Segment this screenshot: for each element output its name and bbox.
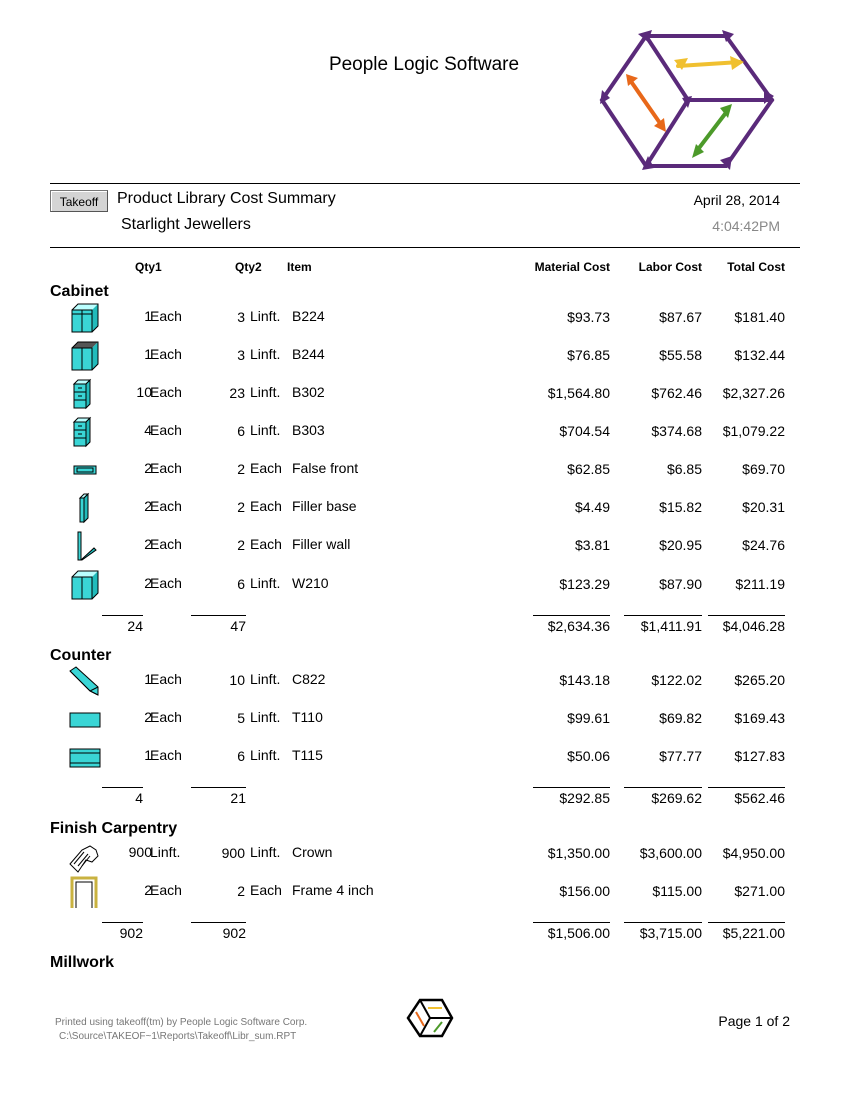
qty1-value: 2 xyxy=(144,709,152,725)
qty2-unit: Linft. xyxy=(250,346,281,362)
item-name: W210 xyxy=(292,575,329,591)
qty2-value: 10 xyxy=(229,672,245,688)
subtotal-rule xyxy=(533,615,610,616)
qty1-value: 4 xyxy=(144,422,152,438)
page-number: Page 1 of 2 xyxy=(718,1013,790,1029)
table-row xyxy=(0,498,850,536)
qty1-unit: Each xyxy=(150,536,182,552)
qty2-unit: Each xyxy=(250,498,282,514)
table-row xyxy=(0,709,850,747)
subtotal-rule xyxy=(533,787,610,788)
subtotal-rule xyxy=(624,615,702,616)
filler-wall-icon xyxy=(68,530,102,562)
customer-name: Starlight Jewellers xyxy=(121,216,251,233)
corner-counter-icon xyxy=(68,665,102,697)
base-cabinet-icon xyxy=(68,302,102,334)
total-cost: $2,327.26 xyxy=(722,385,785,401)
col-qty1: Qty1 xyxy=(135,260,162,274)
total-cost: $4,950.00 xyxy=(722,845,785,861)
qty1-unit: Each xyxy=(150,747,182,763)
qty1-unit: Each xyxy=(150,671,182,687)
qty2-value: 6 xyxy=(237,748,245,764)
qty2-unit: Linft. xyxy=(250,422,281,438)
table-row xyxy=(0,844,850,882)
total-cost: $271.00 xyxy=(734,883,785,899)
qty1-unit: Each xyxy=(150,882,182,898)
qty2-unit: Linft. xyxy=(250,747,281,763)
subtotal-rule xyxy=(102,615,143,616)
qty1-unit: Linft. xyxy=(150,844,181,860)
labor-cost: $115.00 xyxy=(652,883,702,899)
table-row xyxy=(0,384,850,422)
table-row xyxy=(0,575,850,613)
subtotal-rule xyxy=(191,615,246,616)
material-cost: $4.49 xyxy=(574,499,610,515)
labor-cost: $762.46 xyxy=(651,385,702,401)
col-material-cost: Material Cost xyxy=(534,260,610,274)
subtotal-qty1: 24 xyxy=(127,618,143,634)
col-item: Item xyxy=(287,260,312,274)
subtotal-material: $2,634.36 xyxy=(547,618,610,634)
qty2-value: 3 xyxy=(237,347,245,363)
labor-cost: $69.82 xyxy=(659,710,702,726)
subtotal-material: $1,506.00 xyxy=(547,925,610,941)
col-qty2: Qty2 xyxy=(235,260,262,274)
subtotal-labor: $3,715.00 xyxy=(639,925,702,941)
subtotal-qty1: 4 xyxy=(135,790,143,806)
total-cost: $127.83 xyxy=(734,748,785,764)
total-cost: $132.44 xyxy=(734,347,785,363)
qty2-value: 23 xyxy=(229,385,245,401)
material-cost: $123.29 xyxy=(559,576,610,592)
item-name: T110 xyxy=(292,709,323,725)
table-row xyxy=(0,536,850,574)
qty2-unit: Each xyxy=(250,882,282,898)
qty2-value: 6 xyxy=(237,423,245,439)
counter-top-icon xyxy=(68,741,102,773)
total-cost: $181.40 xyxy=(734,309,785,325)
total-cost: $265.20 xyxy=(734,672,785,688)
labor-cost: $122.02 xyxy=(651,672,702,688)
takeoff-button[interactable]: Takeoff xyxy=(50,190,108,212)
subtotal-total: $562.46 xyxy=(734,790,785,806)
labor-cost: $374.68 xyxy=(651,423,702,439)
qty2-value: 2 xyxy=(237,537,245,553)
qty2-unit: Linft. xyxy=(250,308,281,324)
total-cost: $20.31 xyxy=(742,499,785,515)
qty2-unit: Linft. xyxy=(250,384,281,400)
subtotal-rule xyxy=(708,922,785,923)
qty2-unit: Each xyxy=(250,460,282,476)
table-row xyxy=(0,308,850,346)
cube-logo-icon xyxy=(598,28,776,172)
subtotal-material: $292.85 xyxy=(559,790,610,806)
qty2-value: 2 xyxy=(237,499,245,515)
counter-top-icon xyxy=(68,703,102,735)
table-row xyxy=(0,422,850,460)
qty1-value: 10 xyxy=(136,384,152,400)
cube-logo-small-icon xyxy=(406,998,454,1038)
subtotal-labor: $269.62 xyxy=(651,790,702,806)
total-cost: $169.43 xyxy=(734,710,785,726)
section-title-millwork: Millwork xyxy=(50,954,115,971)
col-labor-cost: Labor Cost xyxy=(638,260,702,274)
drawer-cabinet-icon xyxy=(68,378,102,410)
qty2-value: 5 xyxy=(237,710,245,726)
false-front-icon xyxy=(68,454,102,486)
material-cost: $1,564.80 xyxy=(547,385,610,401)
qty2-value: 900 xyxy=(221,845,245,861)
subtotal-rule xyxy=(533,922,610,923)
subtotal-rule xyxy=(708,615,785,616)
subtotal-qty2: 902 xyxy=(222,925,246,941)
qty1-unit: Each xyxy=(150,308,182,324)
material-cost: $93.73 xyxy=(567,309,610,325)
item-name: Filler wall xyxy=(292,536,351,552)
subtotal-rule xyxy=(191,787,246,788)
table-row xyxy=(0,460,850,498)
labor-cost: $3,600.00 xyxy=(639,845,702,861)
labor-cost: $87.90 xyxy=(659,576,702,592)
subtotal-qty2: 47 xyxy=(230,618,246,634)
filler-base-icon xyxy=(68,492,102,524)
section-title-finish-carpentry: Finish Carpentry xyxy=(50,820,178,837)
qty1-value: 2 xyxy=(144,536,152,552)
qty1-value: 1 xyxy=(144,671,152,687)
total-cost: $1,079.22 xyxy=(722,423,785,439)
qty1-value: 1 xyxy=(144,747,152,763)
table-row xyxy=(0,671,850,709)
base-cabinet-icon xyxy=(68,340,102,372)
labor-cost: $6.85 xyxy=(666,461,702,477)
qty1-value: 900 xyxy=(128,844,152,860)
table-row xyxy=(0,882,850,920)
header-bottom-rule xyxy=(50,247,800,248)
subtotal-rule xyxy=(624,787,702,788)
item-name: B303 xyxy=(292,422,325,438)
qty1-value: 1 xyxy=(144,346,152,362)
total-cost: $24.76 xyxy=(742,537,785,553)
qty2-unit: Linft. xyxy=(250,671,281,687)
material-cost: $143.18 xyxy=(559,672,610,688)
report-date: April 28, 2014 xyxy=(693,192,780,208)
subtotal-qty2: 21 xyxy=(230,790,246,806)
material-cost: $76.85 xyxy=(567,347,610,363)
subtotal-rule xyxy=(624,922,702,923)
subtotal-rule xyxy=(102,922,143,923)
qty2-unit: Linft. xyxy=(250,709,281,725)
item-name: Filler base xyxy=(292,498,357,514)
header-top-rule xyxy=(50,183,800,184)
crown-molding-icon xyxy=(68,842,102,874)
door-frame-icon xyxy=(68,876,102,908)
subtotal-qty1: 902 xyxy=(119,925,143,941)
qty1-unit: Each xyxy=(150,575,182,591)
subtotal-rule xyxy=(102,787,143,788)
section-title-cabinet: Cabinet xyxy=(50,283,109,300)
total-cost: $211.19 xyxy=(735,576,785,592)
material-cost: $1,350.00 xyxy=(547,845,610,861)
material-cost: $3.81 xyxy=(574,537,610,553)
col-total-cost: Total Cost xyxy=(727,260,785,274)
qty1-unit: Each xyxy=(150,460,182,476)
section-title-counter: Counter xyxy=(50,647,112,664)
company-name: People Logic Software xyxy=(328,54,520,75)
subtotal-rule xyxy=(708,787,785,788)
item-name: B302 xyxy=(292,384,325,400)
qty2-value: 3 xyxy=(237,309,245,325)
wall-cabinet-icon xyxy=(68,569,102,601)
qty2-unit: Each xyxy=(250,536,282,552)
total-cost: $69.70 xyxy=(742,461,785,477)
qty1-unit: Each xyxy=(150,422,182,438)
qty1-value: 2 xyxy=(144,882,152,898)
item-name: B244 xyxy=(292,346,325,362)
qty2-value: 2 xyxy=(237,883,245,899)
material-cost: $62.85 xyxy=(567,461,610,477)
qty2-value: 2 xyxy=(237,461,245,477)
item-name: False front xyxy=(292,460,359,476)
labor-cost: $20.95 xyxy=(659,537,702,553)
table-row xyxy=(0,346,850,384)
material-cost: $50.06 xyxy=(567,748,610,764)
qty1-value: 2 xyxy=(144,498,152,514)
material-cost: $156.00 xyxy=(559,883,610,899)
drawer-cabinet-icon xyxy=(68,416,102,448)
qty1-value: 2 xyxy=(144,575,152,591)
labor-cost: $87.67 xyxy=(659,309,702,325)
item-name: T115 xyxy=(292,747,323,763)
qty1-value: 1 xyxy=(144,308,152,324)
table-row xyxy=(0,747,850,785)
qty1-unit: Each xyxy=(150,346,182,362)
material-cost: $99.61 xyxy=(567,710,610,726)
qty2-unit: Linft. xyxy=(250,844,281,860)
subtotal-labor: $1,411.91 xyxy=(640,618,702,634)
labor-cost: $15.82 xyxy=(659,499,702,515)
subtotal-total: $4,046.28 xyxy=(722,618,785,634)
qty1-unit: Each xyxy=(150,498,182,514)
qty1-unit: Each xyxy=(150,709,182,725)
labor-cost: $77.77 xyxy=(659,748,702,764)
item-name: Crown xyxy=(292,844,333,860)
qty2-value: 6 xyxy=(237,576,245,592)
item-name: Frame 4 inch xyxy=(292,882,374,898)
item-name: C822 xyxy=(292,671,326,687)
report-title: Product Library Cost Summary xyxy=(117,190,336,207)
qty1-value: 2 xyxy=(144,460,152,476)
labor-cost: $55.58 xyxy=(659,347,702,363)
qty2-unit: Linft. xyxy=(250,575,281,591)
report-time: 4:04:42PM xyxy=(712,218,780,234)
subtotal-rule xyxy=(191,922,246,923)
footer-report-path: C:\Source\TAKEOF~1\Reports\Takeoff\Libr_sum.RPT xyxy=(59,1031,297,1042)
footer-printed-by: Printed using takeoff(tm) by People Logic Software Corp. xyxy=(55,1017,308,1028)
item-name: B224 xyxy=(292,308,325,324)
subtotal-total: $5,221.00 xyxy=(722,925,785,941)
material-cost: $704.54 xyxy=(559,423,610,439)
qty1-unit: Each xyxy=(150,384,182,400)
